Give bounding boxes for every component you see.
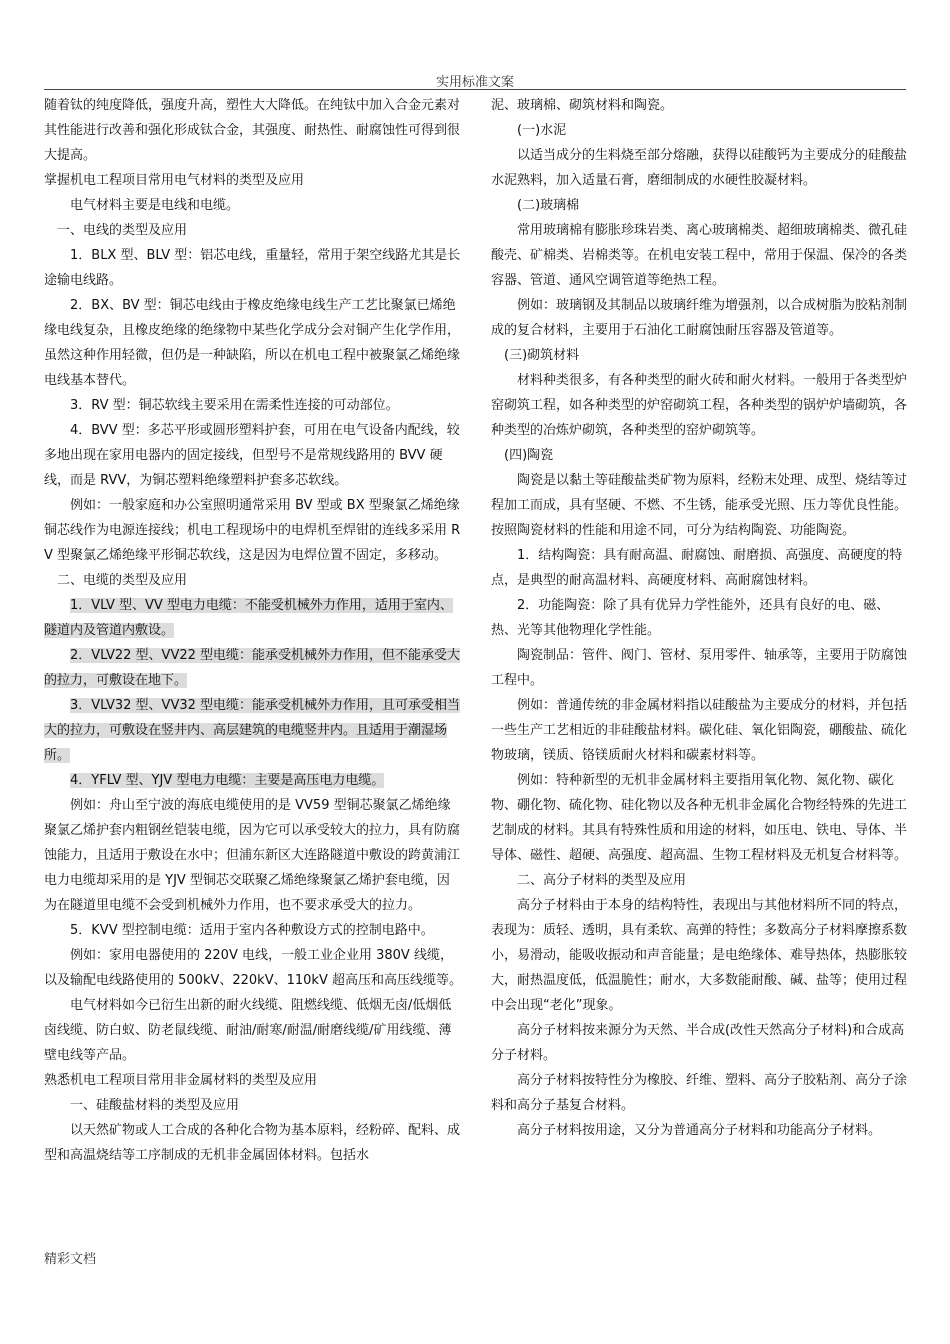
- paragraph: (二)玻璃棉: [517, 198, 580, 213]
- paragraph: 二、电缆的类型及应用: [57, 573, 188, 588]
- highlighted-text: 3．VLV32 型、VV32 型电缆：能承受机械外力作用，且可承受相当大的拉力，可敷设在竖井内、高层建筑的电缆竖井内。且适用于潮湿场所。: [44, 698, 461, 763]
- paragraph: (一)水泥: [517, 123, 567, 138]
- paragraph: 3．RV 型：铜芯软线主要采用在需柔性连接的可动部位。: [70, 398, 399, 413]
- paragraph: 例如：普通传统的非金属材料指以硅酸盐为主要成分的材料，并包括一些生产工艺相近的非硅酸盐材料。碳化硅、氧化铝陶瓷，硼酸盐、硫化物玻璃，镁质、铬镁质耐火材料和碳素材料等。: [491, 698, 908, 763]
- paragraph: 5．KVV 型控制电缆：适用于室内各种敷设方式的控制电路中。: [70, 923, 434, 938]
- paragraph: 材料种类很多，有各种类型的耐火砖和耐火材料。一般用于各类型炉窑砌筑工程，如各种类型的炉窑砌筑工程，各种类型的锅炉炉墙砌筑，各种类型的冶炼炉砌筑，各种类型的窑炉砌筑等。: [491, 373, 908, 438]
- header-divider: [44, 89, 906, 90]
- paragraph: 2．功能陶瓷：除了具有优异力学性能外，还具有良好的电、磁、热、光等其他物理化学性能。: [491, 598, 890, 638]
- paragraph: 常用玻璃棉有膨胀珍珠岩类、离心玻璃棉类、超细玻璃棉类、微孔硅酸壳、矿棉类、岩棉类等。在机电安装工程中，常用于保温、保冷的各类容器、管道、通风空调管道等绝热工程。: [491, 223, 908, 288]
- paragraph: 高分子材料按特性分为橡胶、纤维、塑料、高分子胶粘剂、高分子涂料和高分子基复合材料。: [491, 1073, 908, 1113]
- page-header: 实用标准文案: [435, 75, 514, 90]
- paragraph: 一、硅酸盐材料的类型及应用: [70, 1098, 240, 1113]
- left-column: [44, 93, 462, 1168]
- paragraph: 例如：一般家庭和办公室照明通常采用 BV 型或 BX 型聚氯乙烯绝缘铜芯线作为电源连接线；机电工程现场中的电焊机至焊钳的连线多采用 RV 型聚氯乙烯绝缘平形铜芯软线，这是因为电焊位置不固定，多移动。: [44, 498, 461, 563]
- paragraph: 例如：特种新型的无机非金属材料主要指用氧化物、氮化物、碳化物、硼化物、硫化物、硅化物以及各种无机非金属化合物经特殊的先进工艺制成的材料。其具有特殊性质和用途的材料，如压电、铁电、导体、半导体、磁性、超硬、高强度、超高温、生物工程材料及无机复合材料等。: [491, 773, 908, 863]
- paragraph: 1．BLX 型、BLV 型：铝芯电线，重量轻，常用于架空线路尤其是长途输电线路。: [44, 248, 461, 288]
- paragraph: 高分子材料按用途，又分为普通高分子材料和功能高分子材料。: [517, 1123, 882, 1138]
- paragraph: 高分子材料由于本身的结构特性，表现出与其他材料所不同的特点，表现为：质轻、透明，具有柔软、高弹的特性；多数高分子材料摩擦系数小，易滑动，能吸收振动和声音能量；是电绝缘体、难导热体，热膨胀较大，耐热温度低，低温脆性；耐水，大多数能耐酸、碱、盐等；使用过程中会出现“老化”现象。: [491, 898, 908, 1013]
- paragraph: 掌握机电工程项目常用电气材料的类型及应用: [44, 173, 305, 188]
- paragraph: 2．BX、BV 型：铜芯电线由于橡皮绝缘电线生产工艺比聚氯已烯绝缘电线复杂，且橡皮绝缘的绝缘物中某些化学成分会对铜产生化学作用，虽然这种作用轻微，但仍是一种缺陷，所以在机电工程中被聚氯乙烯绝缘电线基本替代。: [44, 298, 461, 388]
- highlighted-text: 1．VLV 型、VV 型电力电缆：不能受机械外力作用，适用于室内、隧道内及管道内敷设。: [44, 598, 453, 638]
- paragraph: 一、电线的类型及应用: [57, 223, 188, 238]
- paragraph: (三)砌筑材料: [504, 348, 580, 363]
- paragraph: 高分子材料按来源分为天然、半合成(改性天然高分子材料)和合成高分子材料。: [491, 1023, 905, 1063]
- paragraph: 例如：舟山至宁波的海底电缆使用的是 VV59 型铜芯聚氯乙烯绝缘聚氯乙烯护套内粗钢丝铠装电缆，因为它可以承受较大的拉力，具有防腐蚀能力，且适用于敷设在水中；但浦东新区大连路隧道中敷设的跨黄浦江电力电缆却采用的是 YJV 型铜芯交联聚乙烯绝缘聚氯乙烯护套电缆，因为在隧道里电缆不会受到机械外力作用，也不要求承受大的拉力。: [44, 798, 461, 913]
- paragraph: 例如：家用电器使用的 220V 电线，一般工业企业用 380V 线缆，以及输配电线路使用的 500kV、220kV、110kV 超高压和高压线缆等。: [44, 948, 462, 988]
- paragraph: 二、高分子材料的类型及应用: [517, 873, 687, 888]
- paragraph: 例如：玻璃钢及其制品以玻璃纤维为增强剂，以合成树脂为胶粘剂制成的复合材料，主要用于石油化工耐腐蚀耐压容器及管道等。: [491, 298, 908, 338]
- paragraph: 以适当成分的生料烧至部分熔融，获得以硅酸钙为主要成分的硅酸盐水泥熟料，加入适量石膏，磨细制成的水硬性胶凝材料。: [491, 148, 908, 188]
- paragraph: 4．BVV 型：多芯平形或圆形塑料护套，可用在电气设备内配线，较多地出现在家用电器内的固定接线，但型号不是常规线路用的 BVV 硬线，而是 RVV，为铜芯塑料绝缘塑料护套多芯软线。: [44, 423, 460, 488]
- page-footer: 精彩文档: [44, 1252, 97, 1267]
- paragraph: 熟悉机电工程项目常用非金属材料的类型及应用: [44, 1073, 318, 1088]
- paragraph: [44, 768, 462, 793]
- paragraph: 陶瓷是以黏土等硅酸盐类矿物为原料，经粉末处理、成型、烧结等过程加工而成，具有坚硬、不燃、不生锈，能承受光照、压力等优良性能。按照陶瓷材料的性能和用途不同，可分为结构陶瓷、功能陶瓷。: [491, 473, 908, 538]
- highlighted-text: 4．YFLV 型、YJV 型电力电缆：主要是高压电力电缆。: [70, 773, 385, 788]
- paragraph: 1．结构陶瓷：具有耐高温、耐腐蚀、耐磨损、高强度、高硬度的特点，是典型的耐高温材料、高硬度材料、高耐腐蚀材料。: [491, 548, 903, 588]
- right-column: [491, 93, 909, 1143]
- paragraph: 电气材料主要是电线和电缆。: [70, 198, 240, 213]
- paragraph: [44, 643, 462, 693]
- paragraph: 随着钛的纯度降低，强度升高，塑性大大降低。在纯钛中加入合金元素对其性能进行改善和强化形成钛合金，其强度、耐热性、耐腐蚀性可得到很大提高。: [44, 98, 461, 163]
- paragraph: 陶瓷制品：管件、阀门、管材、泵用零件、轴承等，主要用于防腐蚀工程中。: [491, 648, 908, 688]
- paragraph: 泥、玻璃棉、砌筑材料和陶瓷。: [491, 98, 674, 113]
- paragraph: [44, 593, 462, 643]
- paragraph: 电气材料如今已衍生出新的耐火线缆、阻燃线缆、低烟无卤/低烟低卤线缆、防白蚁、防老鼠线缆、耐油/耐寒/耐温/耐磨线缆/矿用线缆、薄壁电线等产品。: [44, 998, 452, 1063]
- paragraph: (四)陶瓷: [504, 448, 554, 463]
- paragraph: 以天然矿物或人工合成的各种化合物为基本原料，经粉碎、配料、成型和高温烧结等工序制成的无机非金属固体材料。包括水: [44, 1123, 461, 1163]
- highlighted-text: 2．VLV22 型、VV22 型电缆：能承受机械外力作用，但不能承受大的拉力，可敷设在地下。: [44, 648, 461, 688]
- paragraph: [44, 693, 462, 768]
